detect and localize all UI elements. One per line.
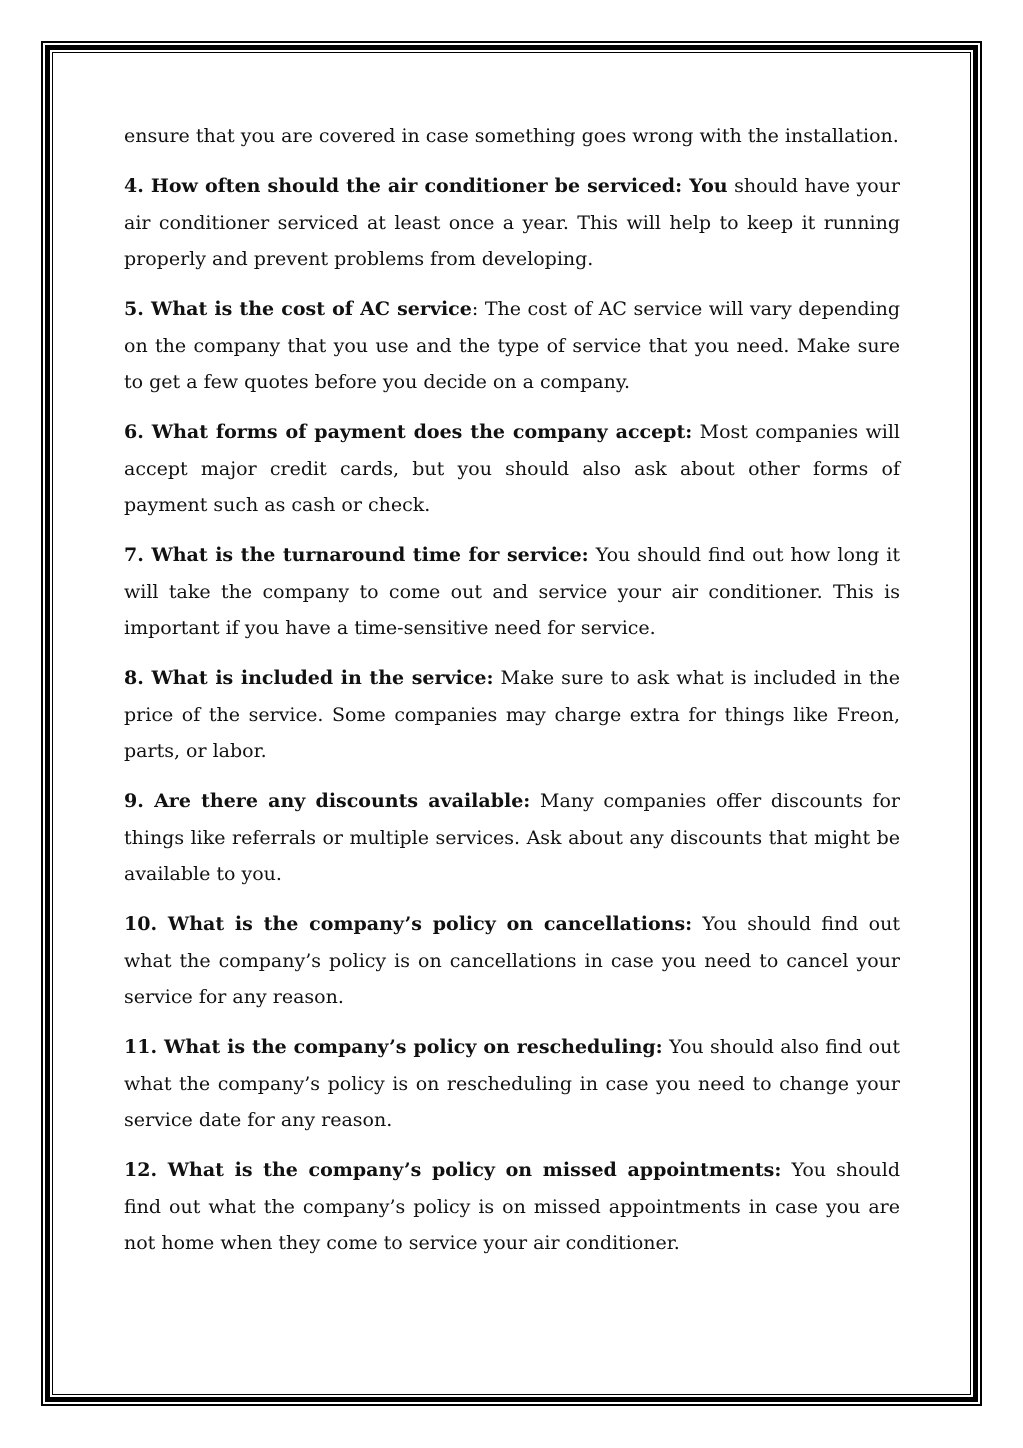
- faq-separator: :: [471, 298, 485, 320]
- faq-item: [124, 1029, 900, 1139]
- faq-answer: You should find out what the company’s policy is on cancellations in case you need to cancel your service for any reason.: [124, 913, 900, 1008]
- faq-item: [124, 1152, 900, 1262]
- faq-item: [124, 660, 900, 770]
- faq-separator: [530, 790, 540, 812]
- faq-item: [124, 537, 900, 647]
- faq-separator: [493, 667, 500, 689]
- faq-separator: [692, 913, 702, 935]
- faq-question: 8. What is included in the service:: [124, 667, 494, 689]
- faq-question: 6. What forms of payment does the company accept:: [124, 421, 693, 443]
- faq-separator: [589, 544, 596, 566]
- document-body: [124, 118, 900, 1275]
- faq-answer: Many companies offer discounts for things like referrals or multiple services. Ask about any discounts that might be available to you.: [124, 790, 900, 885]
- faq-item: [124, 783, 900, 893]
- faq-answer: You should also find out what the company’s policy is on rescheduling in case you need to change your service date for any reason.: [124, 1036, 900, 1131]
- faq-item: [124, 906, 900, 1016]
- intro-paragraph: ensure that you are covered in case something goes wrong with the installation.: [124, 125, 899, 147]
- faq-answer: Make sure to ask what is included in the price of the service. Some companies may charge extra for things like Freon, parts, or labor.: [124, 667, 900, 762]
- faq-question: 4. How often should the air conditioner be serviced: You: [124, 175, 728, 197]
- faq-answer: The cost of AC service will vary depending on the company that you use and the type of service that you need. Make sure to get a few quotes before you decide on a company.: [124, 298, 900, 393]
- faq-question: 9. Are there any discounts available:: [124, 790, 531, 812]
- faq-item: [124, 414, 900, 524]
- faq-separator: [781, 1159, 791, 1181]
- faq-question: 12. What is the company’s policy on missed appointments:: [124, 1159, 782, 1181]
- faq-item: [124, 291, 900, 401]
- faq-question: 10. What is the company’s policy on cancellations:: [124, 913, 693, 935]
- faq-answer: You should find out how long it will take the company to come out and service your air conditioner. This is important if you have a time-sensitive need for service.: [124, 544, 901, 639]
- faq-separator: [692, 421, 699, 443]
- faq-item: [124, 168, 900, 278]
- faq-answer: Most companies will accept major credit cards, but you should also ask about other forms of payment such as cash or check.: [124, 421, 900, 516]
- faq-answer: should have your air conditioner serviced at least once a year. This will help to keep it running properly and prevent problems from developing.: [124, 175, 900, 270]
- faq-answer: You should find out what the company’s policy is on missed appointments in case you are not home when they come to service your air conditioner.: [124, 1159, 901, 1254]
- faq-question: 7. What is the turnaround time for service:: [124, 544, 589, 566]
- faq-question: 11. What is the company’s policy on rescheduling:: [124, 1036, 663, 1058]
- faq-question: 5. What is the cost of AC service: [124, 298, 472, 320]
